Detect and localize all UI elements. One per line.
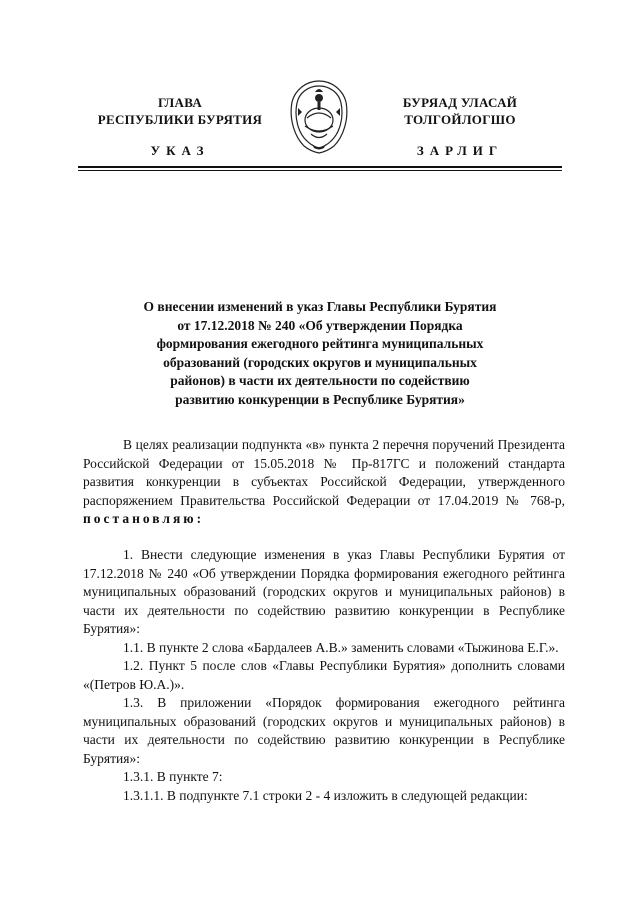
decree-item: 1. Внести следующие изменения в указ Главы Республики Бурятия от 17.12.2018 № 240 «Об утверждении Порядка формирования ежегодного рейтинга муниципальных образований (городских округов и муниципальных районов) в части их деятельности по содействию развитию конкуренции в Республике Бурятия»: [83,547,565,636]
preamble-paragraph [83,436,565,529]
decree-item: 1.3. В приложении «Порядок формирования ежегодного рейтинга муниципальных образований (городских округов и муниципальных районов) в части их деятельности по содействию развитию конкуренции в Республике Бурятия»: [83,695,565,766]
coat-of-arms-icon [288,78,350,154]
header-left [80,94,280,128]
header-divider-thin [78,170,562,171]
decree-item: 1.1. В пункте 2 слова «Бардалеев А.В.» заменить словами «Тыжинова Е.Г.». [123,639,559,655]
doc-kind-left: УКАЗ [150,143,210,158]
decree-items [83,546,565,805]
header-right-line2: ТОЛГОЙЛОГШО [404,112,516,127]
title-line: образований (городских округов и муниципальных [163,354,477,370]
decree-item: 1.3.1. В пункте 7: [123,769,223,784]
header-divider-thick [78,166,562,168]
title-line: от 17.12.2018 № 240 «Об утверждении Порядка [177,317,463,333]
decree-item: 1.3.1.1. В подпункте 7.1 строки 2 - 4 изложить в следующей редакции: [123,787,528,803]
header-right [360,94,560,128]
title-line: развитию конкуренции в Республике Бурятия» [175,391,465,407]
decree-item: 1.2. Пункт 5 после слов «Главы Республики Бурятия» дополнить словами «(Петров Ю.А.)». [83,658,565,692]
header-right-line1: БУРЯАД УЛАСАЙ [402,95,518,110]
decree-word: постановляю: [83,511,205,526]
title-line: районов) в части их деятельности по содействию [170,373,470,388]
preamble-text: В целях реализации подпункта «в» пункта 2 перечня поручений Президента Российской Федерации от 15.05.2018 № Пр-817ГС и положений стандарта развития конкуренции в субъектах Российской Федерации, утвержденного распоряжением Правительства Российской Федерации от 17.04.2019 № 768-р, [83,437,565,508]
preamble [83,436,565,529]
header-left-line1: ГЛАВА [157,95,203,110]
doc-kind-right: ЗАРЛИГ [416,143,504,158]
header-left-line2: РЕСПУБЛИКИ БУРЯТИЯ [97,112,263,127]
title-line: формирования ежегодного рейтинга муниципальных [156,336,484,351]
document-title [105,298,535,409]
title-line: О внесении изменений в указ Главы Республики Бурятия [143,299,497,314]
